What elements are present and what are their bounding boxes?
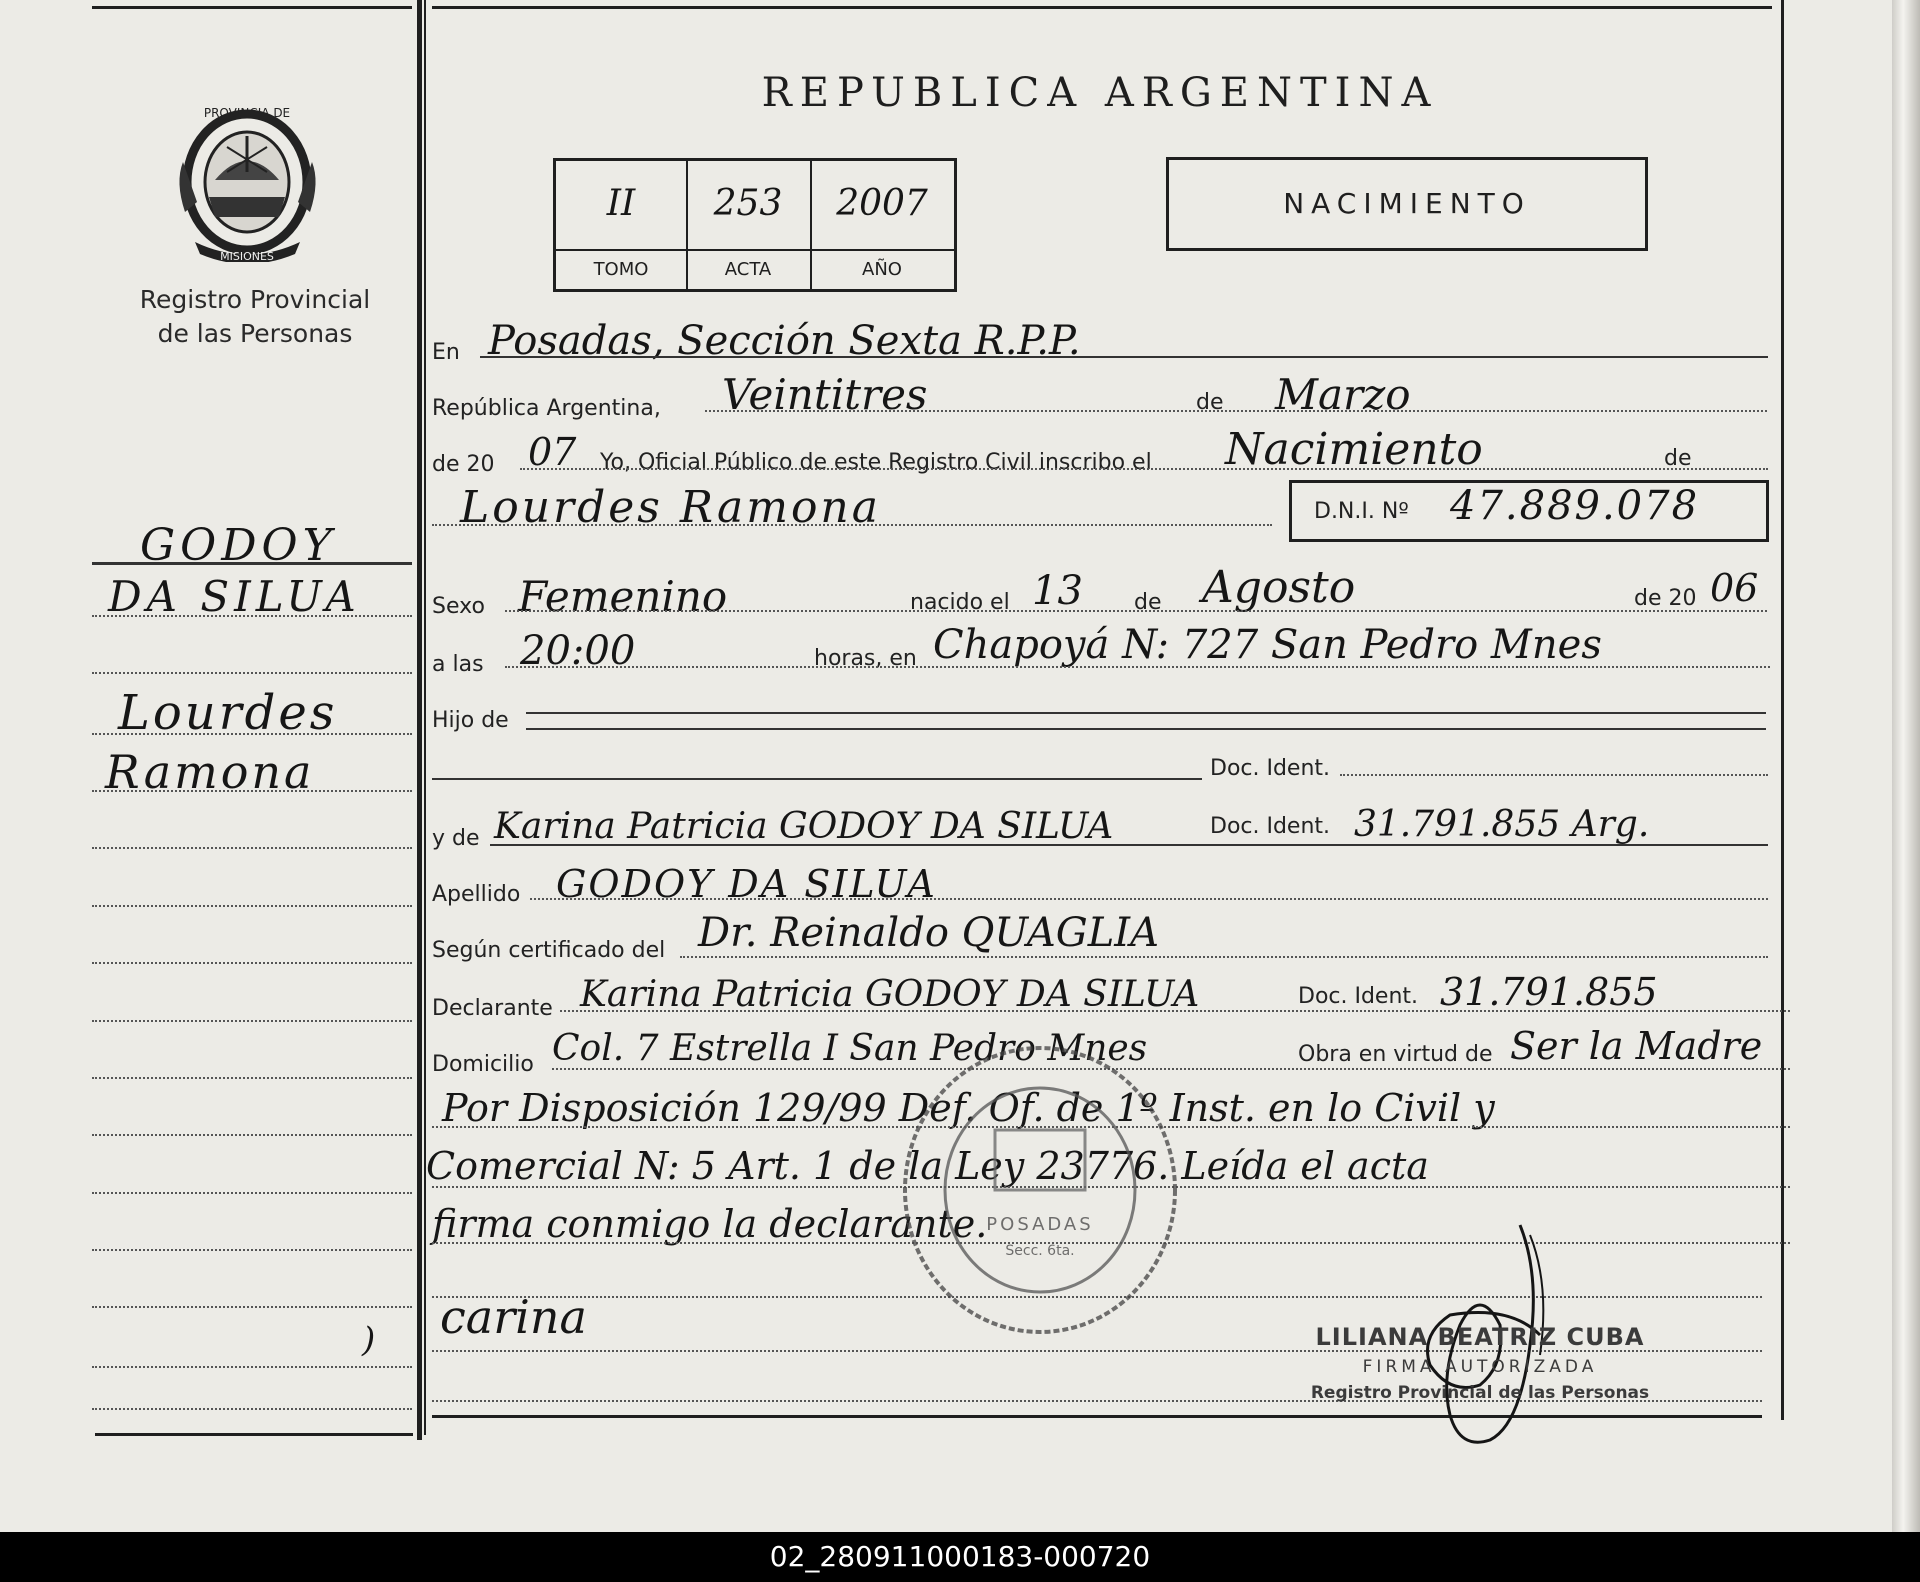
top-rule-right xyxy=(432,6,1772,9)
year-suffix-value: 07 xyxy=(528,430,577,474)
day-words-value: Veintitres xyxy=(722,370,928,419)
row-line xyxy=(480,356,1768,358)
margin-line xyxy=(92,1134,412,1136)
note-line-2: Comercial N: 5 Art. 1 de la Ley 23776. Leída el acta xyxy=(426,1144,1429,1188)
margin-surname-1: GODOY xyxy=(140,520,337,571)
authority-block xyxy=(1300,1323,1660,1403)
declarante-value: Karina Patricia GODOY DA SILUA xyxy=(580,974,1200,1015)
note-line-1: Por Disposición 129/99 Def. Of. de 1º Inst. en lo Civil y xyxy=(442,1086,1495,1130)
de-label: de xyxy=(1196,390,1224,415)
row-line xyxy=(526,712,1766,714)
form-border-left xyxy=(424,0,426,1435)
margin-line xyxy=(92,1020,412,1022)
margin-divider xyxy=(417,0,422,1440)
sexo-label: Sexo xyxy=(432,594,485,619)
stamp-city: POSADAS xyxy=(986,1214,1094,1235)
margin-line xyxy=(92,1192,412,1194)
row-line xyxy=(432,778,1202,780)
row-line xyxy=(530,898,1768,900)
margin-line xyxy=(92,672,412,674)
margin-line xyxy=(92,1366,412,1368)
acta-label: ACTA xyxy=(686,249,810,289)
nacido-label: nacido el xyxy=(910,590,1010,615)
registry-numbers-box xyxy=(553,158,957,292)
year-prefix-label: de 20 xyxy=(432,452,495,477)
registry-caption xyxy=(100,283,410,351)
bottom-rule-left xyxy=(95,1433,413,1436)
authority-name: LILIANA BEATRIZ CUBA xyxy=(1315,1323,1645,1351)
tomo-label: TOMO xyxy=(556,249,686,289)
doc-ident-label-declarante: Doc. Ident. xyxy=(1298,984,1419,1009)
authority-office: Registro Provincial de las Personas xyxy=(1310,1383,1650,1403)
apellido-label: Apellido xyxy=(432,882,521,907)
birth-month-value: Agosto xyxy=(1202,562,1356,613)
note-line-3: firma conmigo la declarante. xyxy=(432,1202,988,1246)
acta-value: 253 xyxy=(713,183,783,224)
page-edge xyxy=(1892,0,1920,1532)
segun-label: Según certificado del xyxy=(432,938,666,963)
mother-doc-value: 31.791.855 Arg. xyxy=(1354,804,1650,845)
stamp-section: Secc. 6ta. xyxy=(1005,1243,1075,1259)
margin-given-1: Lourdes xyxy=(118,685,338,741)
acta-cell xyxy=(686,161,812,289)
margin-line xyxy=(92,1249,412,1251)
doc-ident-label-mother: Doc. Ident. xyxy=(1210,814,1331,839)
de2-label: de xyxy=(1664,446,1692,471)
domicilio-value: Col. 7 Estrella I San Pedro Mnes xyxy=(552,1028,1148,1069)
row-line xyxy=(505,610,1767,612)
row-line xyxy=(526,728,1766,730)
declarant-signature: carina xyxy=(440,1290,587,1344)
month-value: Marzo xyxy=(1275,370,1411,419)
margin-pen-mark: ) xyxy=(362,1320,376,1360)
birth-time-value: 20:00 xyxy=(520,628,636,674)
birth-place-value: Chapoyá N: 727 San Pedro Mnes xyxy=(933,622,1602,668)
form-border-right xyxy=(1781,0,1784,1420)
seal-top-text: PROVINCIA DE xyxy=(203,106,291,120)
provincial-seal-icon xyxy=(175,102,320,262)
caption-line-1: Registro Provincial xyxy=(139,285,371,314)
row-line xyxy=(490,844,1768,846)
hijo-label: Hijo de xyxy=(432,708,509,733)
anio-cell xyxy=(810,161,954,289)
row-line xyxy=(1340,774,1768,776)
dni-label: D.N.I. Nº xyxy=(1314,499,1409,524)
yde-label: y de xyxy=(432,826,480,851)
row-line xyxy=(560,1010,1790,1012)
place-value: Posadas, Sección Sexta R.P.P. xyxy=(488,318,1081,364)
dni-box xyxy=(1289,480,1769,542)
tomo-cell xyxy=(556,161,688,289)
official-stamp xyxy=(895,1040,1185,1340)
inscribo-label: Yo, Oficial Público de este Registro Civil inscribo el xyxy=(600,450,1152,475)
top-rule-left xyxy=(92,6,412,9)
republica-label: República Argentina, xyxy=(432,396,661,421)
record-type-box: NACIMIENTO xyxy=(1166,157,1648,251)
margin-given-2: Ramona xyxy=(105,745,315,799)
page-title: REPUBLICA ARGENTINA xyxy=(761,70,1439,116)
dni-value: 47.889.078 xyxy=(1450,483,1700,529)
event-value: Nacimiento xyxy=(1225,424,1483,475)
margin-line xyxy=(92,1306,412,1308)
declarante-doc-value: 31.791.855 xyxy=(1440,970,1658,1014)
de3-label: de xyxy=(1134,590,1162,615)
row-line xyxy=(432,524,1272,526)
margin-line xyxy=(92,905,412,907)
seal-bottom-text: MISIONES xyxy=(220,250,274,262)
en-label: En xyxy=(432,340,460,365)
horas-label: horas, en xyxy=(814,646,917,671)
margin-line xyxy=(92,962,412,964)
margin-line xyxy=(92,1408,412,1410)
mother-name-value: Karina Patricia GODOY DA SILUA xyxy=(494,806,1114,847)
sexo-value: Femenino xyxy=(518,572,728,621)
declarante-label: Declarante xyxy=(432,996,553,1021)
row-line xyxy=(705,410,1767,412)
domicilio-label: Domicilio xyxy=(432,1052,534,1077)
obra-label: Obra en virtud de xyxy=(1298,1042,1493,1067)
anio-value: 2007 xyxy=(836,183,928,224)
row-line xyxy=(505,666,1770,668)
authority-role: FIRMA AUTORIZADA xyxy=(1362,1357,1598,1377)
margin-line xyxy=(92,1077,412,1079)
tomo-value: II xyxy=(606,183,636,224)
birth-year-value: 06 xyxy=(1710,566,1759,610)
certificado-value: Dr. Reinaldo QUAGLIA xyxy=(698,910,1159,956)
margin-surname-2: DA SILUA xyxy=(108,572,361,621)
apellido-value: GODOY DA SILUA xyxy=(556,862,937,906)
child-name-value: Lourdes Ramona xyxy=(460,482,882,533)
margin-line xyxy=(92,847,412,849)
row-line xyxy=(680,956,1768,958)
alas-label: a las xyxy=(432,652,484,677)
doc-ident-label-father: Doc. Ident. xyxy=(1210,756,1331,781)
obra-value: Ser la Madre xyxy=(1510,1024,1763,1068)
anio-label: AÑO xyxy=(810,249,954,289)
caption-line-2: de las Personas xyxy=(157,319,353,348)
de20-label: de 20 xyxy=(1634,586,1697,611)
birth-day-value: 13 xyxy=(1032,568,1083,614)
scan-id-footer: 02_280911000183-000720 xyxy=(0,1532,1920,1582)
row-line xyxy=(520,468,1768,470)
